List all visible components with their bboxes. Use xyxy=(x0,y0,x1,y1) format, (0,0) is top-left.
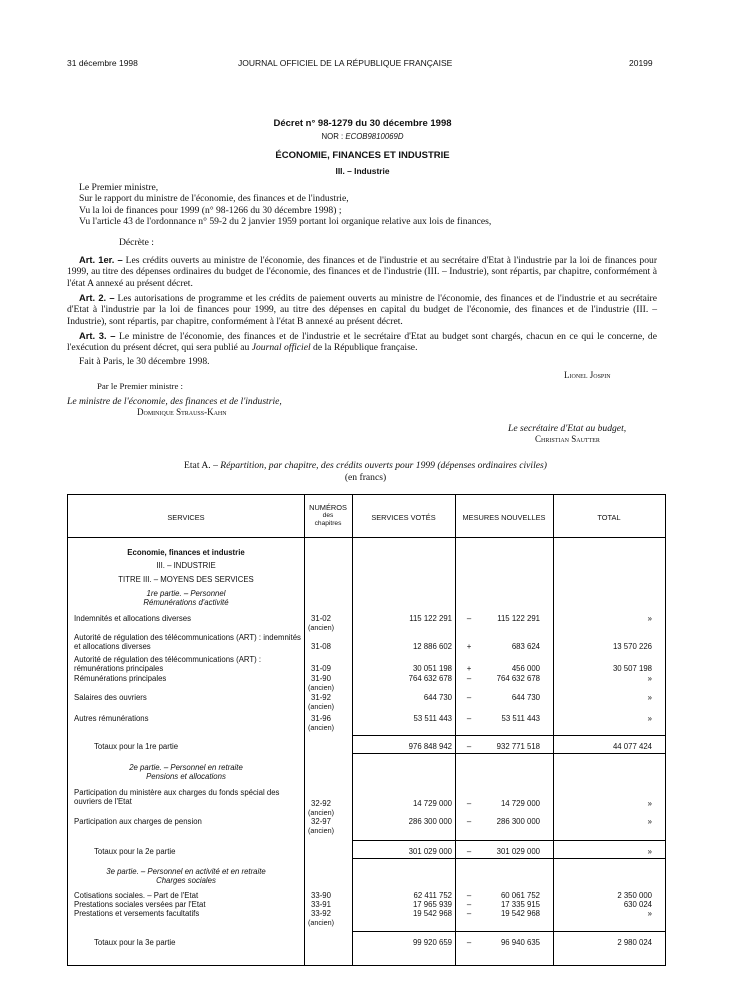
part-3-title: 3e partie. – Personnel en activité et en retraite xyxy=(106,867,266,876)
table-row-voted: 12 886 602 xyxy=(412,642,452,651)
table-row-sign: – xyxy=(466,614,472,623)
table-row-total: 630 024 xyxy=(623,900,652,909)
secretary-title: Le secrétaire d'Etat au budget, xyxy=(508,423,627,434)
table-row-label: Participation aux charges de pension xyxy=(74,817,202,826)
secretary-name: Christian Sautter xyxy=(535,434,600,444)
table-row-voted: 62 411 752 xyxy=(413,891,452,900)
table-row-total: » xyxy=(647,693,652,702)
col-header-services: SERVICES xyxy=(167,513,205,522)
table-row-total: » xyxy=(647,674,652,683)
subtotal-rule xyxy=(352,735,665,736)
subtotal-rule xyxy=(352,753,665,754)
signature-premier-ministre: Lionel Jospin xyxy=(564,370,611,380)
total-row-sign: – xyxy=(466,847,472,856)
table-row-sign: – xyxy=(466,799,472,808)
part-2-title: 2e partie. – Personnel en retraite xyxy=(129,763,243,772)
minister-title: Le ministre de l'économie, des finances et de l'industrie, xyxy=(67,396,282,407)
table-row-sign: + xyxy=(466,642,472,651)
total-row-label: Totaux pour la 2e partie xyxy=(94,847,176,856)
table-row-mesures: 286 300 000 xyxy=(496,817,540,826)
total-row-total: 2 980 024 xyxy=(617,938,652,947)
article-1-text: Les crédits ouverts au ministre de l'économie, des finances et de l'industrie et au secrétaire d'Etat à l'industrie par la loi de finances pour 1999, au titre des dépenses ordinaires du budget de l'économie, des finances et de l'industrie (III. – Industrie), sont répartis, par chapitre, conformément à l'état A annexé au présent décret. xyxy=(67,255,658,289)
visa-line: Sur le rapport du ministre de l'économie, des finances et de l'industrie, xyxy=(79,193,349,204)
table-row-code: 31-96 xyxy=(311,714,331,723)
table-row-sign: – xyxy=(466,674,472,683)
table-row-label: Rémunérations principales xyxy=(74,674,167,683)
section-title: III. – Industrie xyxy=(335,166,390,176)
table-row-label: Prestations sociales versées par l'Etat xyxy=(74,900,206,909)
total-row-voted: 301 029 000 xyxy=(408,847,452,856)
article-2 xyxy=(67,292,657,327)
table-row-note: (ancien) xyxy=(308,683,334,692)
block-title: Economie, finances et industrie xyxy=(127,548,245,557)
table-row-label: Autorité de régulation des télécommunications (ART) : indemnités et allocations diverses xyxy=(74,633,301,651)
etat-a-label: Etat A. – xyxy=(184,460,218,471)
article-1-label: Art. 1er. – xyxy=(79,254,123,265)
table-row-total: 13 570 226 xyxy=(612,642,652,651)
part-2-subtitle: Pensions et allocations xyxy=(146,772,226,781)
block-subtitle: III. – INDUSTRIE xyxy=(156,561,216,570)
table-row-code: 32-92 xyxy=(311,799,331,808)
table-row-voted: 30 051 198 xyxy=(412,664,452,673)
table-row-mesures: 14 729 000 xyxy=(500,799,540,808)
article-3 xyxy=(67,330,657,354)
article-2-text: Les autorisations de programme et les crédits de paiement ouverts au ministre de l'économie, des finances et de l'industrie et au secrétaire d'Etat à l'industrie par la loi de finances pour 1999, au titre des dépenses en capital du budget de l'économie, des finances et de l'industrie (III. – Industrie), sont répartis, par chapitre, conformément à l'état B annexé au présent décret. xyxy=(67,293,657,327)
table-row-note: (ancien) xyxy=(308,623,334,632)
decrete-label: Décrète : xyxy=(119,237,154,248)
table-row-voted: 286 300 000 xyxy=(408,817,452,826)
table-row-total: » xyxy=(647,909,652,918)
table-row-code: 33-91 xyxy=(311,900,331,909)
header-journal: JOURNAL OFFICIEL DE LA RÉPUBLIQUE FRANÇAISE xyxy=(238,58,453,68)
nor-reference xyxy=(0,132,725,141)
par-le-premier-ministre: Par le Premier ministre : xyxy=(97,381,183,391)
total-row-voted: 99 920 659 xyxy=(412,938,452,947)
article-2-label: Art. 2. – xyxy=(79,292,115,303)
total-row-voted: 976 848 942 xyxy=(408,742,452,751)
minister-name: Dominique Strauss-Kahn xyxy=(137,407,227,417)
table-row-code: 31-90 xyxy=(311,674,331,683)
total-row-mesures: 301 029 000 xyxy=(496,847,540,856)
table-row-mesures: 19 542 968 xyxy=(500,909,540,918)
table-row-note: (ancien) xyxy=(308,826,334,835)
header-date: 31 décembre 1998 xyxy=(67,58,138,68)
titre-heading: TITRE III. – MOYENS DES SERVICES xyxy=(118,575,254,584)
header-rule xyxy=(68,537,665,538)
table-row-total: » xyxy=(647,817,652,826)
total-row-total: » xyxy=(647,847,652,856)
article-3-label: Art. 3. – xyxy=(79,330,116,341)
etat-a-unit: (en francs) xyxy=(344,472,387,483)
nor-label: NOR : xyxy=(321,132,344,141)
article-3-text-end: de la République française. xyxy=(313,342,418,354)
table-row-mesures: 456 000 xyxy=(511,664,540,673)
article-1 xyxy=(67,254,657,289)
table-row-total: » xyxy=(647,714,652,723)
table-row-label: Autres rémunérations xyxy=(74,714,149,723)
table-row-code: 31-08 xyxy=(311,642,331,651)
table-row-voted: 764 632 678 xyxy=(408,674,452,683)
table-row-voted: 17 965 939 xyxy=(412,900,452,909)
table-row-voted: 53 511 443 xyxy=(413,714,452,723)
total-row-mesures: 96 940 635 xyxy=(500,938,540,947)
decree-title: Décret n° 98-1279 du 30 décembre 1998 xyxy=(273,118,452,129)
table-row-mesures: 60 061 752 xyxy=(500,891,540,900)
table-row-code: 31-09 xyxy=(311,664,331,673)
table-row-mesures: 17 335 915 xyxy=(500,900,540,909)
total-row-label: Totaux pour la 3e partie xyxy=(94,938,176,947)
part-1-title: 1re partie. – Personnel xyxy=(146,589,226,598)
table-row-total: 30 507 198 xyxy=(612,664,652,673)
table-row-code: 32-97 xyxy=(311,817,331,826)
table-row-label: Prestations et versements facultatifs xyxy=(74,909,200,918)
subtotal-rule xyxy=(352,931,665,932)
subtotal-rule xyxy=(352,858,665,859)
table-row-label: Indemnités et allocations diverses xyxy=(74,614,192,623)
table-row-note: (ancien) xyxy=(308,723,334,732)
table-row-total: » xyxy=(647,614,652,623)
nor-value: ECOB9810069D xyxy=(345,132,404,141)
table-row-label: Autorité de régulation des télécommunications (ART) : rémunérations principales xyxy=(74,655,262,673)
table-row-sign: – xyxy=(466,817,472,826)
table-row-sign: – xyxy=(466,693,472,702)
visa-line: Vu la loi de finances pour 1999 (n° 98-1266 du 30 décembre 1998) ; xyxy=(79,205,342,216)
table-row-label: Participation du ministère aux charges du fonds spécial des ouvriers de l'Etat xyxy=(74,788,280,806)
col-header-mesures-nouvelles: MESURES NOUVELLES xyxy=(462,513,546,522)
table-row-mesures: 764 632 678 xyxy=(496,674,540,683)
table-row-voted: 14 729 000 xyxy=(412,799,452,808)
table-row-mesures: 115 122 291 xyxy=(497,614,540,623)
header-page-number: 20199 xyxy=(629,58,653,68)
col-header-services-votes: SERVICES VOTÉS xyxy=(371,513,436,522)
table-row-note: (ancien) xyxy=(308,918,334,927)
col-header-numeros-line3: chapitres xyxy=(314,520,342,527)
etat-a-text: Répartition, par chapitre, des crédits ouverts pour 1999 (dépenses ordinaires civiles) xyxy=(220,460,547,471)
column-rule xyxy=(455,495,456,965)
total-row-label: Totaux pour la 1re partie xyxy=(94,742,179,751)
total-row-mesures: 932 771 518 xyxy=(496,742,540,751)
col-header-numeros xyxy=(304,504,352,528)
subtotal-rule xyxy=(352,840,665,841)
table-row-voted: 19 542 968 xyxy=(412,909,452,918)
col-header-numeros-line2: des xyxy=(322,512,334,519)
table-row-note: (ancien) xyxy=(308,702,334,711)
table-row-voted: 644 730 xyxy=(423,693,452,702)
table-row-total: 2 350 000 xyxy=(617,891,652,900)
visa-line: Le Premier ministre, xyxy=(79,182,159,193)
total-row-total: 44 077 424 xyxy=(612,742,652,751)
table-row-sign: – xyxy=(466,900,472,909)
credits-table xyxy=(67,494,666,966)
table-row-code: 31-92 xyxy=(311,693,331,702)
journal-officiel-ref: Journal officiel xyxy=(251,342,311,354)
total-row-sign: – xyxy=(466,742,472,751)
table-row-total: » xyxy=(647,799,652,808)
table-row-sign: – xyxy=(466,909,472,918)
part-1-subtitle: Rémunérations d'activité xyxy=(143,598,229,607)
table-row-label: Cotisations sociales. – Part de l'Etat xyxy=(74,891,199,900)
part-3-subtitle: Charges sociales xyxy=(156,876,216,885)
visa-line: Vu l'article 43 de l'ordonnance n° 59-2 du 2 janvier 1959 portant loi organique relative aux lois de finances, xyxy=(79,216,492,227)
table-row-note: (ancien) xyxy=(308,808,334,817)
etat-a-title xyxy=(0,460,731,471)
table-row-sign: + xyxy=(466,664,472,673)
fait-a-paris: Fait à Paris, le 30 décembre 1998. xyxy=(79,356,210,367)
table-row-code: 33-92 xyxy=(311,909,331,918)
ministry-title: ÉCONOMIE, FINANCES ET INDUSTRIE xyxy=(275,150,450,161)
table-row-code: 33-90 xyxy=(311,891,331,900)
col-header-total: TOTAL xyxy=(597,513,621,522)
table-row-voted: 115 122 291 xyxy=(409,614,452,623)
table-row-label: Salaires des ouvriers xyxy=(74,693,147,702)
table-row-mesures: 53 511 443 xyxy=(501,714,540,723)
table-row-mesures: 644 730 xyxy=(511,693,540,702)
table-row-sign: – xyxy=(466,714,472,723)
table-row-code: 31-02 xyxy=(311,614,331,623)
table-row-sign: – xyxy=(466,891,472,900)
total-row-sign: – xyxy=(466,938,472,947)
article-3-text: Le ministre de l'économie, des finances et de l'industrie et le secrétaire d'Etat au budget sont chargés, chacun en ce qui le concerne, de l'exécution du présent décret, qui sera publié au xyxy=(67,331,657,354)
table-row-mesures: 683 624 xyxy=(511,642,540,651)
col-header-numeros-line1: NUMÉROS xyxy=(309,503,347,512)
